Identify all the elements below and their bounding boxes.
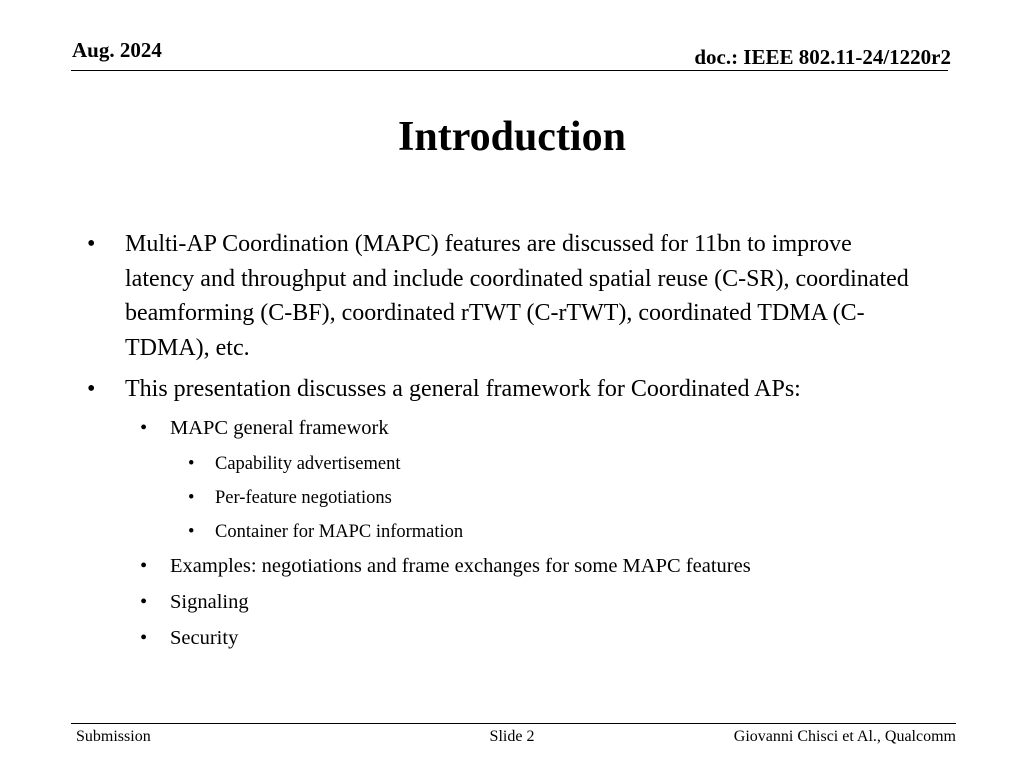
bullet-text: Per-feature negotiations (215, 487, 392, 508)
footer-author: Giovanni Chisci et Al., Qualcomm (733, 728, 956, 745)
header-doc-id: doc.: IEEE 802.11-24/1220r2 (694, 45, 951, 69)
bullet-marker: • (188, 453, 195, 474)
bullet-marker: • (188, 487, 195, 508)
sub-sub-bullet-item (87, 452, 937, 476)
bullet-text: This presentation discusses a general framework for Coordinated APs: (125, 376, 801, 402)
footer-divider (71, 723, 956, 724)
sub-bullet-item (87, 552, 937, 580)
bullet-marker: • (140, 626, 148, 649)
bullet-list (87, 227, 937, 652)
sub-sub-bullet-item (87, 520, 937, 544)
sub-sub-bullet-item (87, 486, 937, 510)
bullet-text: Examples: negotiations and frame exchanges for some MAPC features (170, 554, 751, 577)
header-date: Aug. 2024 (72, 38, 162, 62)
footer-submission: Submission (76, 728, 151, 745)
bullet-text: MAPC general framework (170, 416, 389, 439)
header-divider (71, 70, 948, 71)
bullet-text: Signaling (170, 590, 249, 613)
footer-slide-number: Slide 2 (489, 728, 535, 745)
bullet-marker: • (140, 590, 148, 613)
slide-title: Introduction (398, 114, 626, 160)
bullet-text: Security (170, 626, 239, 649)
bullet-item (87, 227, 910, 365)
bullet-marker: • (87, 376, 96, 402)
bullet-text: Capability advertisement (215, 453, 401, 474)
sub-bullet-item (87, 624, 937, 652)
sub-bullet-item (87, 588, 937, 616)
bullet-marker: • (188, 521, 195, 542)
bullet-marker: • (140, 416, 148, 439)
bullet-text: Multi-AP Coordination (MAPC) features are discussed for 11bn to improve latency and throughput and include coordinated spatial reuse (C-SR), coordinated beamforming (C-BF), coordinated rTWT (C-rTWT), coordinated TDMA (C-TDMA), etc. (125, 231, 909, 361)
bullet-marker: • (87, 231, 96, 257)
sub-bullet-item (87, 414, 937, 442)
bullet-marker: • (140, 554, 148, 577)
bullet-item (87, 372, 937, 407)
bullet-text: Container for MAPC information (215, 521, 464, 542)
